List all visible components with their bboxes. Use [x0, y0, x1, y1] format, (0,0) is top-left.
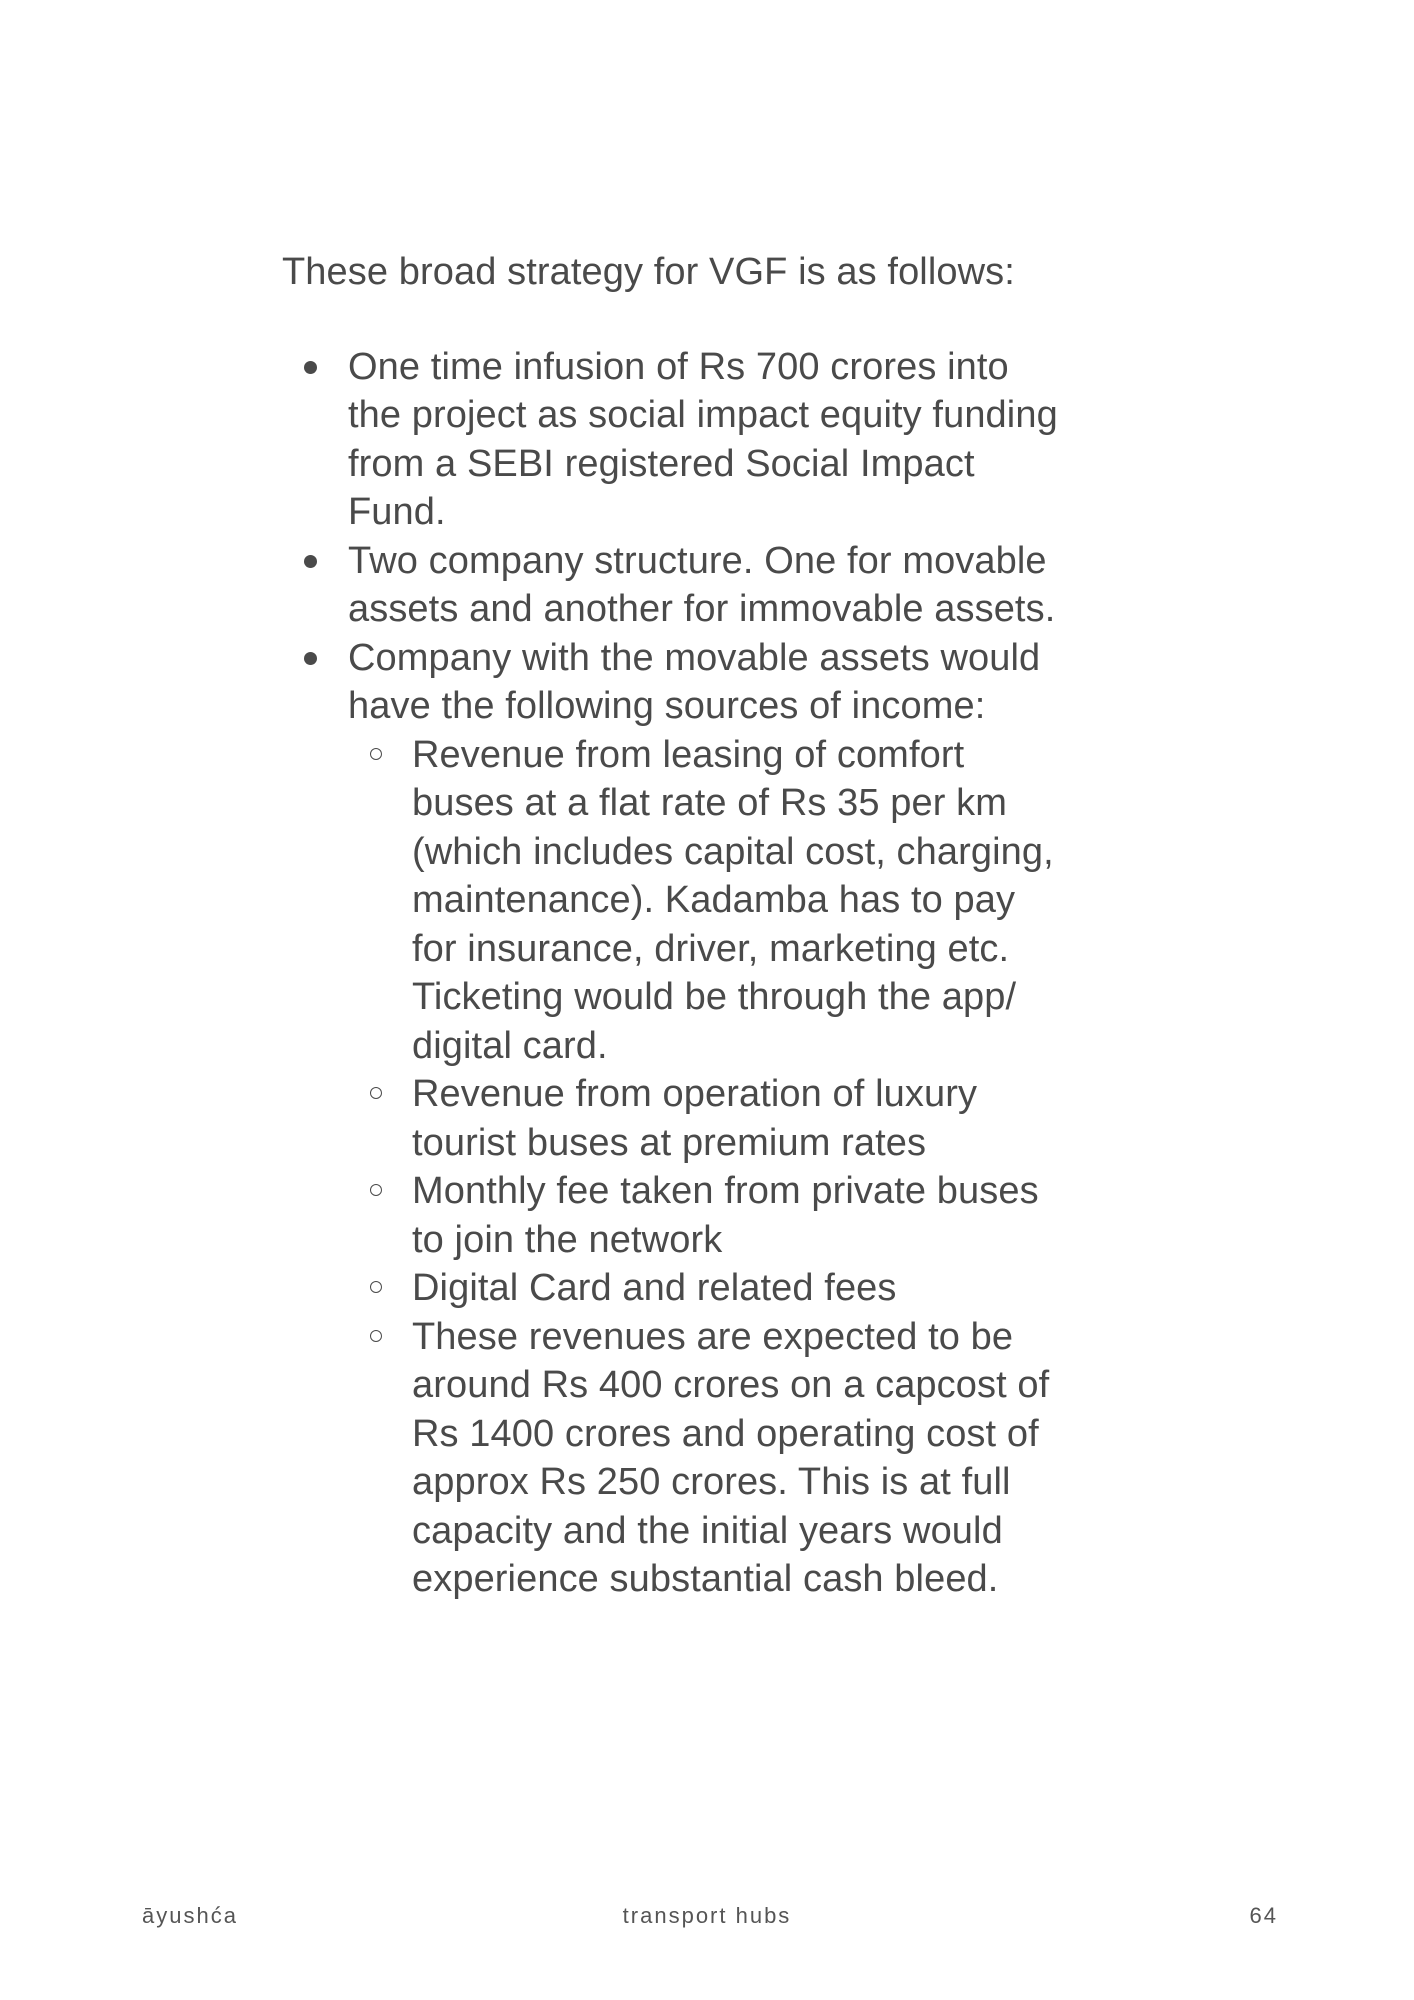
list-item	[282, 634, 1062, 1604]
bullet-icon	[304, 555, 317, 568]
page-footer	[0, 1903, 1414, 1933]
list-item	[282, 537, 1062, 634]
sub-list-item	[348, 1167, 1062, 1264]
circle-bullet-icon	[370, 1281, 382, 1293]
circle-bullet-icon	[370, 748, 382, 760]
circle-bullet-icon	[370, 1184, 382, 1196]
circle-bullet-icon	[370, 1330, 382, 1342]
sub-list-item	[348, 731, 1062, 1071]
footer-section-title: transport hubs	[622, 1903, 792, 1928]
bullet-icon	[304, 652, 317, 665]
bullet-icon	[304, 361, 317, 374]
sub-list-item-text: Digital Card and related fees	[412, 1267, 897, 1309]
sub-list-item	[348, 1070, 1062, 1167]
list-item	[282, 343, 1062, 537]
list-item-text: Two company structure. One for movable assets and another for immovable assets.	[348, 539, 1056, 630]
sub-list-item	[348, 1313, 1062, 1604]
page-number: 64	[1249, 1903, 1278, 1928]
list-item-text: One time infusion of Rs 700 crores into the project as social impact equity funding from a SEBI registered Social Impact Fund.	[348, 345, 1058, 533]
list-item-text: Company with the movable assets would have the following sources of income:	[348, 636, 1041, 727]
footer-brand: āyushća	[142, 1903, 238, 1928]
strategy-list	[282, 343, 1062, 1604]
circle-bullet-icon	[370, 1087, 382, 1099]
sub-list-item	[348, 1264, 1062, 1313]
sub-list-item-text: Revenue from operation of luxury tourist buses at premium rates	[412, 1073, 978, 1164]
intro-paragraph: These broad strategy for VGF is as follows:	[282, 251, 1015, 293]
sub-list-item-text: Monthly fee taken from private buses to join the network	[412, 1170, 1039, 1261]
sub-list-item-text: Revenue from leasing of comfort buses at a flat rate of Rs 35 per km (which includes capital cost, charging, maintenance). Kadamba has to pay for insurance, driver, marketing etc. Ticketing would be through the app/ digital card.	[412, 733, 1054, 1067]
income-sources-list	[348, 731, 1062, 1604]
document-body	[282, 248, 1062, 1604]
sub-list-item-text: These revenues are expected to be around Rs 400 crores on a capcost of Rs 1400 crores and operating cost of approx Rs 250 crores. This is at full capacity and the initial years would experience substantial cash bleed.	[412, 1315, 1050, 1600]
